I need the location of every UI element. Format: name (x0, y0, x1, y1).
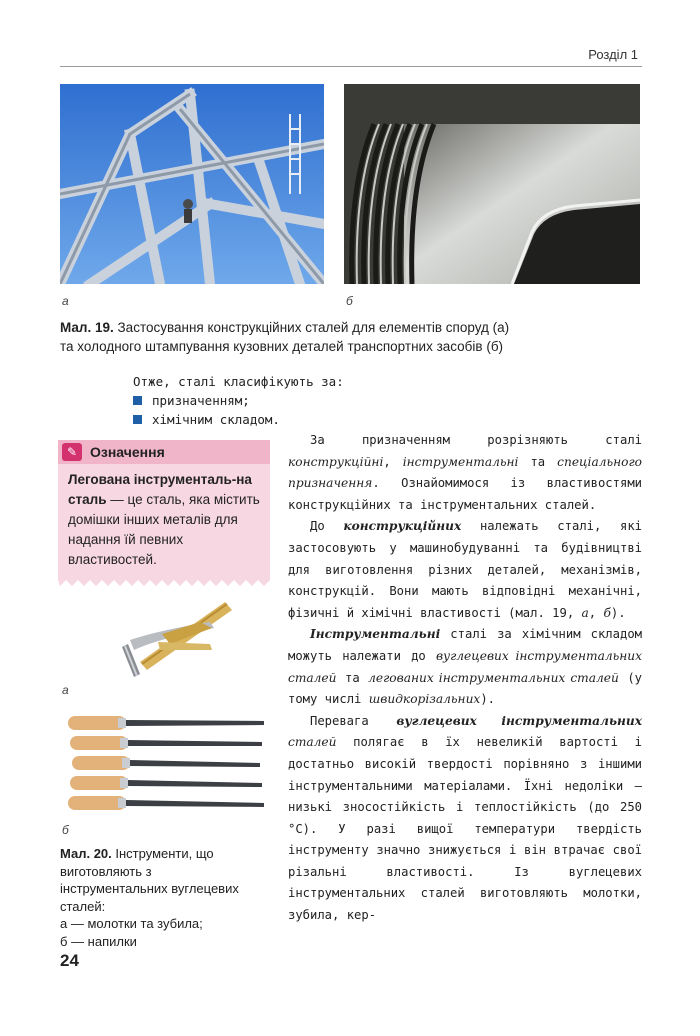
definition-zigzag-edge (58, 576, 270, 586)
figure19-caption (60, 318, 620, 356)
list-item: призначенням; (133, 391, 344, 410)
figure19-letter-a: а (62, 294, 69, 308)
paragraph-purpose: За призначенням розрізняють сталі конструкційні, інструментальні та спеціального призначення. Ознайомимося із властивостями конструкційних та інструментальних сталей. (288, 433, 642, 512)
files-photo (66, 712, 266, 822)
list-item: хімічним складом. (133, 410, 344, 429)
page-number: 24 (60, 951, 79, 970)
figure20-letter-b: б (62, 823, 69, 837)
figure20-caption-b: б — напилки (60, 933, 137, 949)
car-body-stamping-photo (344, 84, 640, 284)
square-bullet-icon (133, 415, 142, 424)
classification-list (133, 372, 344, 429)
figure20-caption-a: а — молотки та зубила; (60, 916, 203, 932)
figure19-caption-line2: та холодного штампування кузовних деталей транспортних засобів (б) (60, 339, 504, 354)
definition-title: Означення (90, 444, 165, 460)
definition-term: Легована інструменталь-на сталь (68, 472, 252, 507)
paragraph-carbon-steels: Перевага вуглецевих інструментальних сталей полягає в їх невеликій вартості і достатньо високій твердості порівняно з іншими інструментальними матеріалами. Їхні недоліки — низькі зносостійкість і теплостійкість (до 250 °C). У разі вищої температури твердість інструменту значно знижується і він втрачає свої різальні властивості. Із вуглецевих інструментальних сталей виготовляють молотки, зубила, кер- (288, 713, 642, 923)
figure19-letter-b: б (346, 294, 353, 308)
paragraph-structural: До конструкційних належать сталі, які застосовують у машинобудуванні та будівництві для виготовлення різних деталей, механізмів, конструкцій. Вони мають відповідні механічні, фізичні й хімічні властивості (мал. 19, а, б). (288, 519, 643, 620)
body-text (288, 430, 642, 927)
figure20-caption: Мал. 20. Інструменти, що виготовляють з інструментальних вуглецевих сталей: а — молотки та зубила; б — напилки (60, 845, 260, 951)
paragraph-tool-steels: Інструментальні сталі за хімічним складом можуть належати до вуглецевих інструментальних сталей та легованих інструментальних сталей (у тому числі швидкорізальних). (288, 627, 642, 707)
definition-text: Легована інструменталь-на сталь — це сталь, яка містить домішки інших металів для надання їй певних властивостей. (68, 472, 260, 567)
pencil-icon: ✎ (62, 443, 82, 461)
classification-intro: Отже, сталі класифікують за: (133, 374, 344, 389)
steel-structure-photo (60, 84, 324, 284)
hammer-chisel-photo (100, 592, 240, 687)
figure20-letter-a: а (62, 683, 69, 697)
section-label: Розділ 1 (588, 47, 638, 62)
header-rule (60, 66, 642, 67)
figure20-caption-label: Мал. 20. (60, 846, 112, 861)
figure19-caption-line1: Застосування конструкційних сталей для елементів споруд (а) (117, 320, 510, 335)
figure19-caption-label: Мал. 19. (60, 320, 114, 335)
square-bullet-icon (133, 396, 142, 405)
